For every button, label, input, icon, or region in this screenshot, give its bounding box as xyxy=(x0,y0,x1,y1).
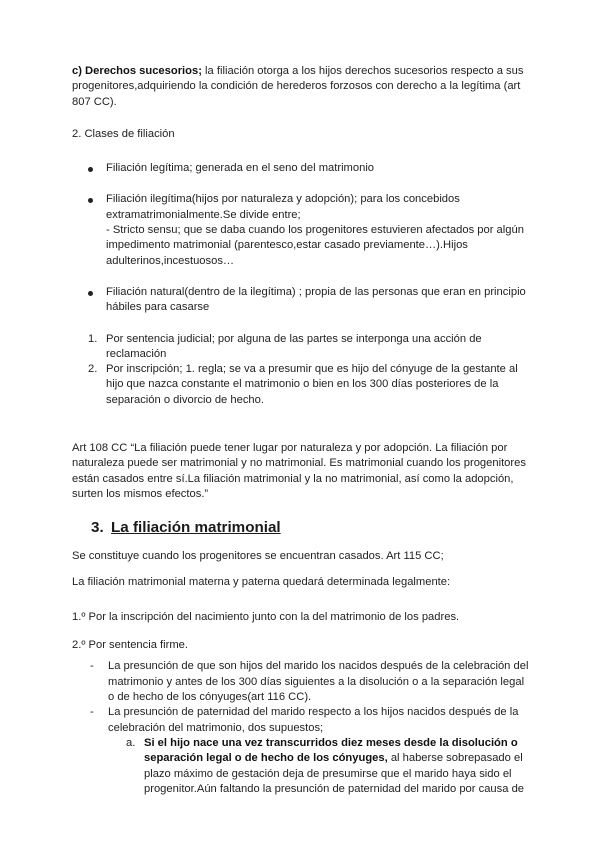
section-c-bold: c) Derechos sucesorios; xyxy=(72,65,202,77)
alpha-text: al haberse sobrepasado el plazo máximo de gestación deja de presumirse que el marido haya sido el progenitor.Aún faltando la presunción de paternidad del marido por causa de xyxy=(144,752,525,795)
list-item-text: Filiación ilegítima(hijos por naturaleza y adopción); para los concebidos extramatrimonialmente.Se divide entre; xyxy=(106,193,460,221)
presumption-list xyxy=(72,659,530,735)
list-item-subtext: - Stricto sensu; que se daba cuando los progenitores estuvieren afectados por algún impedimento matrimonial (parentesco,estar casado previamente…).Hijos adulterinos,incestuosos… xyxy=(106,224,524,267)
paragraph: Se constituye cuando los progenitores se encuentran casados. Art 115 CC; xyxy=(72,550,444,563)
section-c-text: la filiación otorga a los hijos derechos sucesorios respecto a sus progenitores,adquiriendo la condición de herederos forzosos con derecho a la legítima (art 807 CC). xyxy=(72,65,524,108)
list-item xyxy=(72,736,530,797)
list-item-text: Filiación legítima; generada en el seno del matrimonio xyxy=(106,162,375,175)
list-item-text: Por sentencia judicial; por alguna de las partes se interponga una acción de reclamación xyxy=(106,332,482,360)
list-item-text: La presunción de que son hijos del marido los nacidos después de la celebración del matrimonio y antes de los 300 días siguientes a la disolución o a la separación legal o de hecho de los cónyuges(art 116 CC). xyxy=(108,660,529,704)
paragraph: La filiación matrimonial materna y paterna quedará determinada legalmente: xyxy=(72,575,451,588)
list-item xyxy=(72,161,530,176)
section-c-paragraph xyxy=(72,64,530,110)
dash-marker: - xyxy=(90,706,94,719)
paragraph: 2.º Por sentencia firme. xyxy=(72,639,189,652)
bullet-icon xyxy=(88,291,93,296)
list-item-text: Filiación natural(dentro de la ilegítima) ; propia de las personas que eran en principio hábiles para casarse xyxy=(106,285,526,314)
list-item-text: Por inscripción; 1. regla; se va a presumir que es hijo del cónyuge de la gestante al hijo que nazca constante el matrimonio o bien en los 300 días posteriores de la separación o divorcio de hecho. xyxy=(106,363,518,406)
art-108-quote: Art 108 CC “La filiación puede tener lugar por naturaleza y por adopción. La filiación por naturaleza puede ser matrimonial y no matrimonial. Es matrimonial cuando los progenitores están casados entre sí.La filiación matrimonial y la no matrimonial, así como la adopción, surten los mismos efectos.” xyxy=(72,442,526,500)
list-number: 1. xyxy=(88,332,98,345)
alpha-list xyxy=(72,736,530,797)
list-number: 2. xyxy=(88,363,98,376)
list-item xyxy=(72,705,530,736)
list-item xyxy=(72,332,530,363)
filiation-types-list xyxy=(72,161,530,315)
list-item xyxy=(72,192,530,268)
dash-marker: - xyxy=(90,660,94,673)
section-heading xyxy=(72,518,530,538)
paragraph: 1.º Por la inscripción del nacimiento junto con la del matrimonio de los padres. xyxy=(72,610,460,623)
numbered-list xyxy=(72,332,530,408)
list-item-text: La presunción de paternidad del marido respecto a los hijos nacidos después de la celebración del matrimonio, dos supuestos; xyxy=(108,706,519,734)
heading-number: 3. xyxy=(91,519,104,537)
bullet-icon xyxy=(88,198,93,203)
heading-text: La filiación matrimonial xyxy=(111,519,281,537)
list-item xyxy=(72,362,530,408)
list-item xyxy=(72,659,530,705)
bullet-icon xyxy=(88,167,93,172)
alpha-bold-text: Si el hijo nace una vez transcurridos diez meses desde la disolución o separación legal o de hecho de los cónyuges, xyxy=(144,736,518,765)
clases-title: 2. Clases de filiación xyxy=(72,127,175,140)
list-item xyxy=(72,285,530,316)
alpha-marker: a. xyxy=(126,736,136,749)
